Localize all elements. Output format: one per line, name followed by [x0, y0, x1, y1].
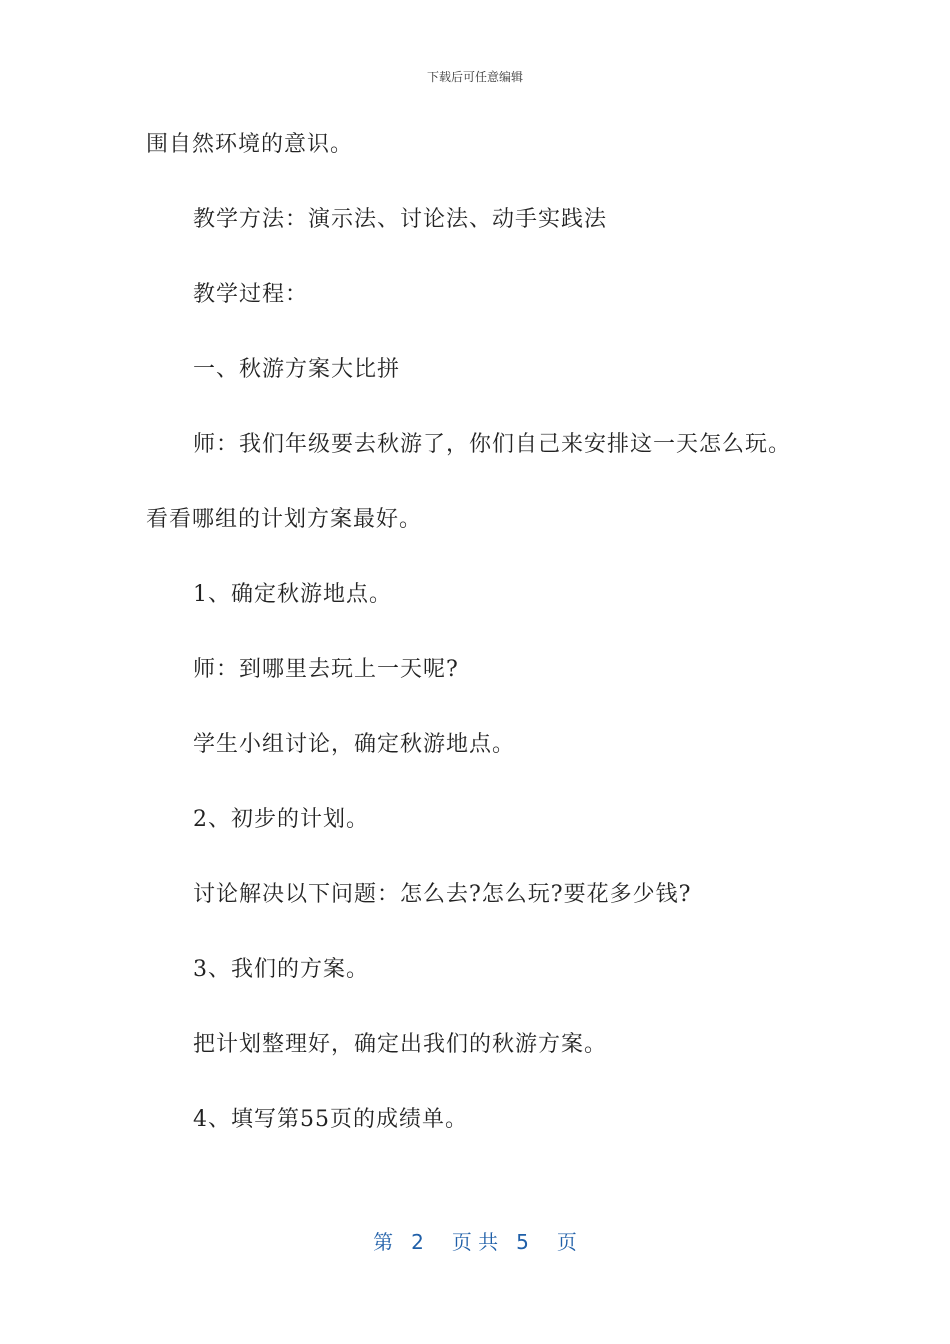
document-body — [146, 128, 836, 1178]
footer-prefix: 第 — [373, 1230, 394, 1254]
header-note: 下载后可任意编辑 — [426, 70, 523, 84]
footer-middle: 页 共 — [451, 1230, 499, 1254]
paragraph-10: 2、初步的计划。 — [193, 807, 369, 832]
page-footer — [0, 1226, 950, 1255]
paragraph-3: 教学过程： — [193, 282, 309, 307]
paragraph-13: 把计划整理好，确定出我们的秋游方案。 — [193, 1032, 608, 1057]
paragraph-9: 学生小组讨论，确定秋游地点。 — [193, 732, 516, 757]
paragraph-4: 一、秋游方案大比拼 — [193, 357, 401, 382]
footer-current-page: 2 — [411, 1230, 424, 1254]
footer-suffix: 页 — [556, 1230, 577, 1254]
paragraph-2: 教学方法：演示法、讨论法、动手实践法 — [193, 207, 608, 232]
paragraph-8: 师：到哪里去玩上一天呢? — [193, 657, 459, 682]
paragraph-7: 1、确定秋游地点。 — [193, 582, 392, 607]
footer-total-pages: 5 — [516, 1230, 529, 1254]
paragraph-1: 围自然环境的意识。 — [146, 132, 354, 157]
paragraph-12: 3、我们的方案。 — [193, 957, 369, 982]
paragraph-6: 看看哪组的计划方案最好。 — [146, 507, 423, 532]
paragraph-11: 讨论解决以下问题：怎么去?怎么玩?要花多少钱? — [193, 882, 692, 907]
paragraph-5: 师：我们年级要去秋游了，你们自己来安排这一天怎么玩。 — [193, 432, 792, 457]
paragraph-14: 4、填写第55页的成绩单。 — [193, 1107, 468, 1132]
